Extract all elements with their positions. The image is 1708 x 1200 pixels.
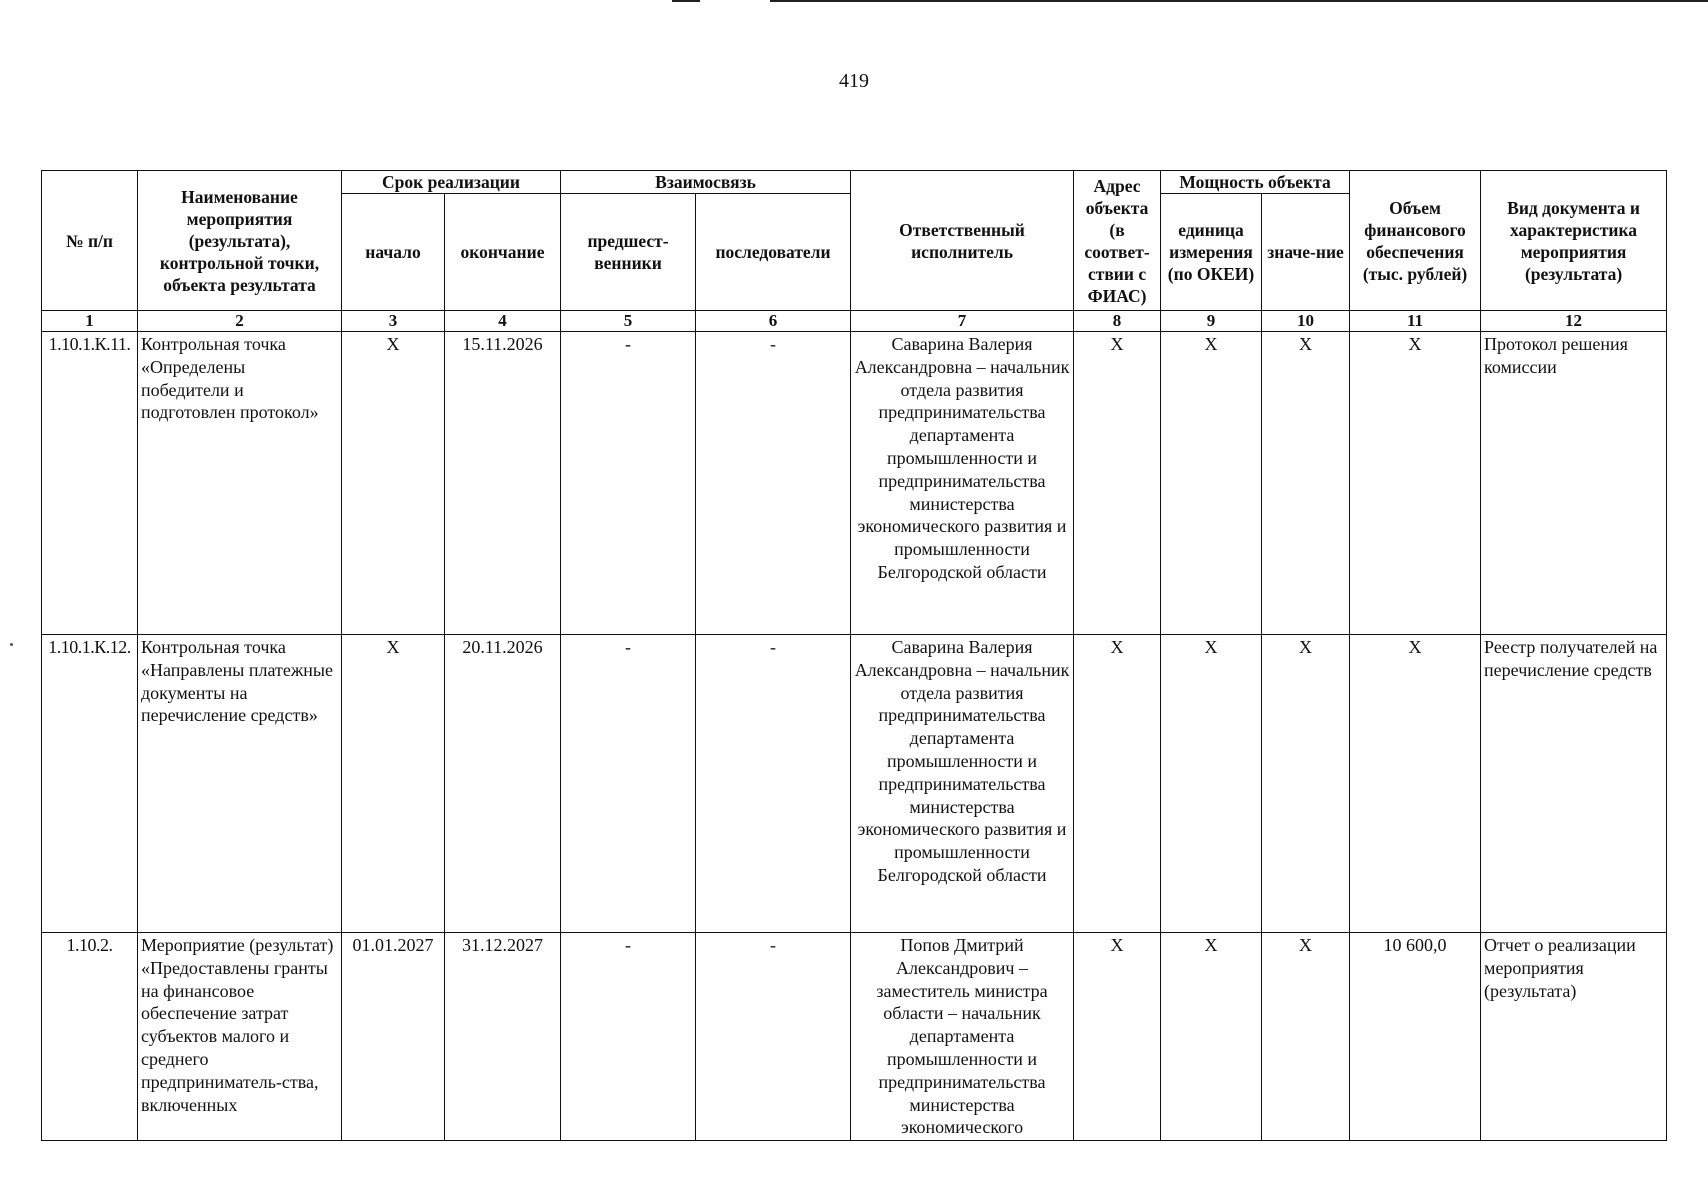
header-doc-type: Вид документа и характеристика мероприятия (результата) — [1481, 171, 1667, 311]
row-value: X — [1262, 635, 1350, 933]
column-number: 9 — [1161, 311, 1262, 332]
header-name: Наименование мероприятия (результата), контрольной точки, объекта результата — [138, 171, 342, 311]
row-funding: 10 600,0 — [1350, 933, 1481, 1141]
column-number: 2 — [138, 311, 342, 332]
header-responsible: Ответственный исполнитель — [851, 171, 1074, 311]
column-number: 4 — [445, 311, 561, 332]
header-address: Адрес объекта (в соответ-ствии с ФИАС) — [1074, 171, 1161, 311]
row-unit: X — [1161, 635, 1262, 933]
row-end: 20.11.2026 — [445, 635, 561, 933]
row-name: Контрольная точка «Направлены платежные документы на перечисление средств» — [138, 635, 342, 933]
column-number: 3 — [342, 311, 445, 332]
row-doc-type: Протокол решения комиссии — [1481, 332, 1667, 635]
row-end: 31.12.2027 — [445, 933, 561, 1141]
row-funding: X — [1350, 332, 1481, 635]
row-start: X — [342, 635, 445, 933]
row-doc-type: Отчет о реализации мероприятия (результата) — [1481, 933, 1667, 1141]
plan-table — [41, 170, 1667, 1141]
header-unit: единица измерения (по ОКЕИ) — [1161, 194, 1262, 311]
column-number: 8 — [1074, 311, 1161, 332]
row-predecessors: - — [561, 635, 696, 933]
top-edge-line — [770, 0, 1708, 2]
header-funding: Объем финансового обеспечения (тыс. рублей) — [1350, 171, 1481, 311]
column-number: 5 — [561, 311, 696, 332]
header-predecessors: предшест-венники — [561, 194, 696, 311]
row-address: X — [1074, 332, 1161, 635]
table-row — [42, 635, 1667, 933]
row-number: 1.10.2. — [42, 933, 138, 1141]
row-value: X — [1262, 332, 1350, 635]
scan-speck — [10, 643, 13, 646]
row-responsible: Саварина Валерия Александровна – начальник отдела развития предпринимательства департамента промышленности и предпринимательства министерства экономического развития и промышленности Белгородской области — [851, 332, 1074, 635]
top-edge-line — [672, 0, 700, 2]
row-name: Контрольная точка «Определены победители и подготовлен протокол» — [138, 332, 342, 635]
row-name: Мероприятие (результат) «Предоставлены гранты на финансовое обеспечение затрат субъектов малого и среднего предприниматель-ства, включенных — [138, 933, 342, 1141]
row-address: X — [1074, 933, 1161, 1141]
header-term-end: окончание — [445, 194, 561, 311]
row-value: X — [1262, 933, 1350, 1141]
row-number: 1.10.1.К.11. — [42, 332, 138, 635]
row-start: 01.01.2027 — [342, 933, 445, 1141]
row-funding: X — [1350, 635, 1481, 933]
header-value: значе-ние — [1262, 194, 1350, 311]
column-number: 7 — [851, 311, 1074, 332]
row-unit: X — [1161, 933, 1262, 1141]
row-number: 1.10.1.К.12. — [42, 635, 138, 933]
column-number: 11 — [1350, 311, 1481, 332]
header-capacity-group: Мощность объекта — [1161, 171, 1350, 194]
table-row — [42, 332, 1667, 635]
column-number: 10 — [1262, 311, 1350, 332]
row-end: 15.11.2026 — [445, 332, 561, 635]
row-responsible: Попов Дмитрий Александрович – заместитель министра области – начальник департамента промышленности и предпринимательства министерства экономического — [851, 933, 1074, 1141]
row-unit: X — [1161, 332, 1262, 635]
header-link-group: Взаимосвязь — [561, 171, 851, 194]
header-num: № п/п — [42, 171, 138, 311]
row-predecessors: - — [561, 933, 696, 1141]
row-predecessors: - — [561, 332, 696, 635]
row-address: X — [1074, 635, 1161, 933]
column-number: 12 — [1481, 311, 1667, 332]
row-successors: - — [696, 933, 851, 1141]
row-start: X — [342, 332, 445, 635]
row-successors: - — [696, 635, 851, 933]
row-responsible: Саварина Валерия Александровна – начальник отдела развития предпринимательства департамента промышленности и предпринимательства министерства экономического развития и промышленности Белгородской области — [851, 635, 1074, 933]
table-row — [42, 933, 1667, 1141]
row-doc-type: Реестр получателей на перечисление средств — [1481, 635, 1667, 933]
row-successors: - — [696, 332, 851, 635]
page-number: 419 — [839, 70, 869, 92]
column-number: 1 — [42, 311, 138, 332]
header-term-group: Срок реализации — [342, 171, 561, 194]
column-number: 6 — [696, 311, 851, 332]
header-term-start: начало — [342, 194, 445, 311]
header-successors: последователи — [696, 194, 851, 311]
